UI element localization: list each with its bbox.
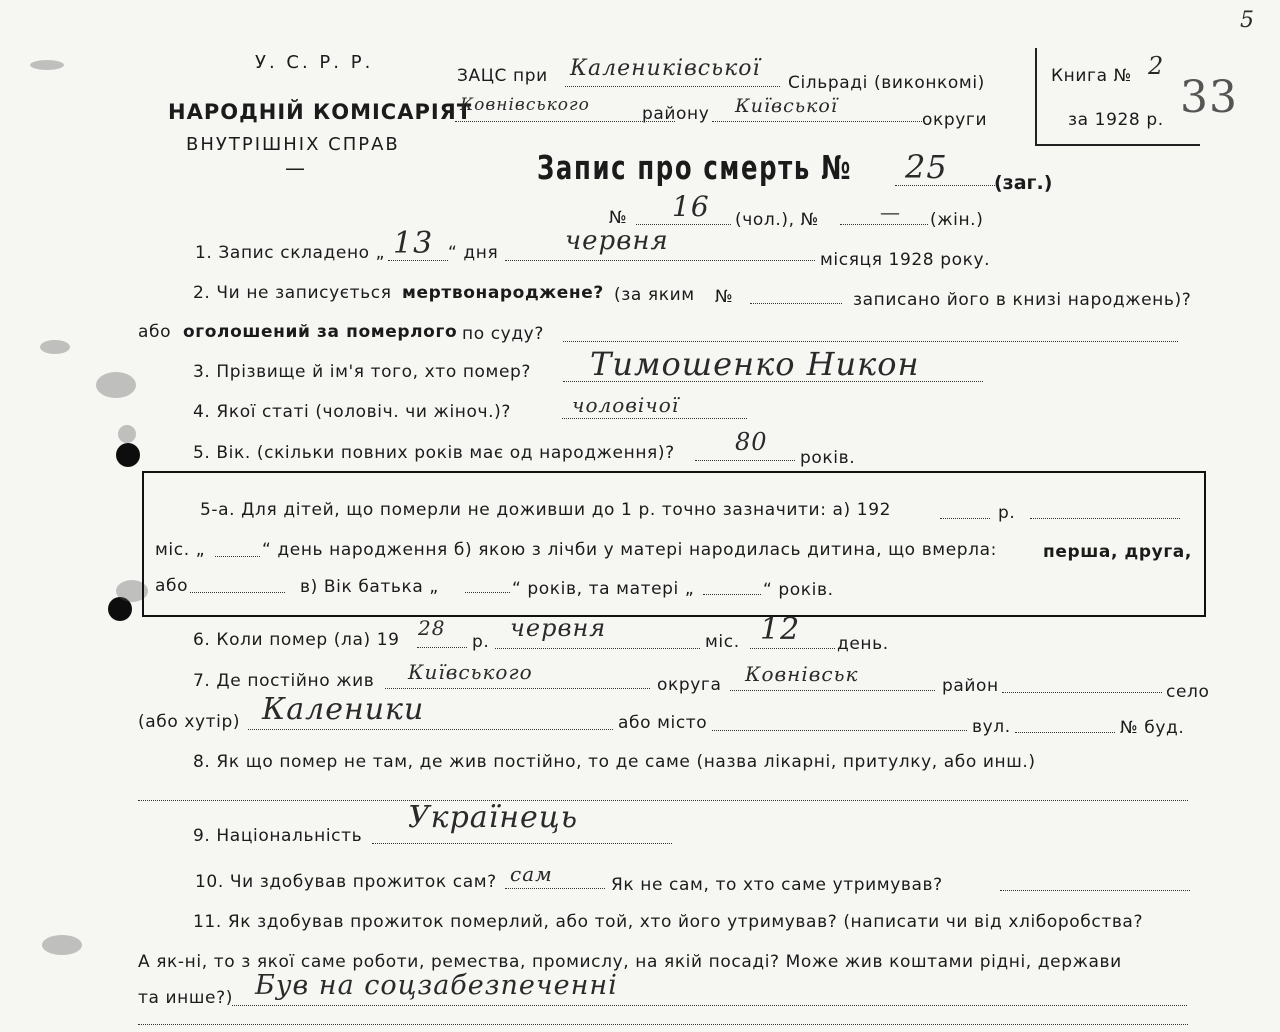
corner-number-handwritten: 33: [1180, 72, 1238, 123]
male-number-handwritten: 16: [672, 190, 710, 223]
item2-or: або: [138, 322, 172, 342]
item2-by-court: по суду?: [462, 324, 544, 344]
record-day-handwritten: 13: [393, 226, 434, 261]
smudge: [96, 372, 136, 398]
item8-label: 8. Як що помер не там, де жив постійно, то де саме (назва лікарні, притулку, або инш.): [193, 752, 1036, 772]
book-box: [1035, 48, 1200, 146]
female-number-handwritten: —: [880, 200, 901, 224]
item11-line2: А як-ні, то з якої саме роботи, ремества, промислу, на якій посаді? Може жив коштами рідні, держави: [138, 952, 1122, 972]
item7-label: 7. Де постійно жив: [193, 671, 375, 691]
item6-month: міс.: [705, 632, 740, 652]
item7-street-label: вул.: [972, 717, 1011, 737]
record-title: Запис про смерть №: [537, 148, 853, 187]
item2-which: (за яким: [614, 285, 695, 305]
item7-district-label: район: [942, 676, 999, 696]
district-handwritten: Ковнівського: [460, 95, 590, 115]
deceased-name-handwritten: Тимошенко Никон: [590, 345, 920, 383]
item5a-month: міс. „: [155, 540, 206, 560]
item5a-year-suffix: р.: [998, 503, 1016, 523]
item1-label: 1. Запис складено „: [195, 243, 386, 263]
record-number-handwritten: 25: [905, 148, 948, 186]
corner-top-handwritten: 5: [1240, 8, 1255, 33]
district-label: району: [642, 104, 710, 124]
item6-year-suffix: р.: [472, 632, 490, 652]
item2-declared-dead: оголошений за померлого: [183, 322, 458, 342]
record-total-label: (заг.): [994, 172, 1053, 194]
item9-label: 9. Національність: [193, 826, 363, 846]
item1-day-word: “ дня: [448, 243, 499, 263]
death-month-handwritten: червня: [510, 614, 607, 642]
department-title: ВНУТРІШНІХ СПРАВ: [186, 134, 400, 155]
death-day-handwritten: 12: [760, 612, 801, 647]
smudge: [30, 60, 64, 70]
item2-label: 2. Чи не записується: [193, 283, 392, 303]
death-year-handwritten: 28: [418, 616, 446, 640]
item5a-line2: “ день народження б) якою з лічби у матері народилась дитина, що вмерла:: [262, 540, 997, 560]
item5-years: років.: [800, 448, 856, 468]
item7-house-label: № буд.: [1120, 718, 1185, 738]
record-no-label: №: [609, 208, 628, 228]
region-label: округи: [922, 110, 988, 130]
record-month-handwritten: червня: [565, 226, 669, 256]
book-year: за 1928 р.: [1068, 110, 1164, 130]
village-council-handwritten: Калениківської: [570, 56, 761, 81]
punch-hole-top: [116, 443, 140, 467]
zags-prefix: ЗАЦС при: [457, 66, 548, 86]
region-handwritten: Київської: [735, 95, 838, 117]
item6-label: 6. Коли помер (ла) 19: [193, 630, 400, 650]
book-number-handwritten: 2: [1148, 52, 1165, 80]
book-label: Книга №: [1051, 66, 1132, 86]
age-handwritten: 80: [735, 428, 768, 456]
item3-label: 3. Прізвище й ім'я того, хто помер?: [193, 362, 532, 382]
occupation-handwritten: Був на соцзабезпеченні: [255, 970, 618, 1001]
item5a-father-age: в) Вік батька „: [300, 577, 439, 597]
smudge: [42, 935, 82, 955]
residence-district-handwritten: Ковнівськ: [745, 662, 859, 686]
nationality-handwritten: Українець: [408, 800, 579, 835]
item7-region-label: округа: [657, 675, 722, 695]
item4-label: 4. Якої статі (чоловіч. чи жіноч.)?: [193, 402, 512, 422]
item7-hamlet-label: (або хутір): [138, 712, 241, 732]
item11-line1: 11. Як здобував прожиток померлий, або той, хто його утримував? (написати чи від хліборобства?: [193, 912, 1144, 932]
item5a-line1: 5-а. Для дітей, що померли не доживши до 1 р. точно зазначити: а) 192: [200, 500, 892, 520]
item1-month-year: місяця 1928 року.: [820, 250, 991, 270]
commissariat-title: НАРОДНІЙ КОМІСАРІЯТ: [168, 100, 473, 124]
sex-handwritten: чоловічої: [572, 393, 680, 417]
item10-label: 10. Чи здобував прожиток сам?: [195, 872, 497, 892]
male-label: (чол.), №: [735, 210, 819, 230]
item7-city-label: або місто: [618, 713, 708, 733]
item5a-mother-age: “ років, та матері „: [512, 579, 695, 599]
republic-label: У. С. Р. Р.: [255, 52, 374, 73]
header-dash: —: [285, 156, 305, 180]
smudge: [40, 340, 70, 354]
item2-stillborn: мертвонароджене?: [402, 283, 604, 303]
item10-support: Як не сам, то хто саме утримував?: [611, 875, 943, 895]
item7-village-label: село: [1166, 682, 1210, 702]
zags-suffix: Сільраді (виконкомі): [788, 73, 985, 93]
item2-no: №: [715, 287, 734, 307]
item5a-order: перша, друга,: [1043, 542, 1192, 562]
residence-region-handwritten: Київського: [408, 660, 533, 684]
female-label: (жін.): [930, 210, 984, 230]
item5-label: 5. Вік. (скільки повних років має од народження)?: [193, 443, 675, 463]
item5a-or: або: [155, 576, 189, 596]
item5a-years: “ років.: [763, 580, 834, 600]
item11-line3: та инше?): [138, 988, 233, 1008]
smudge: [118, 425, 136, 443]
residence-village-handwritten: Каленики: [262, 692, 425, 727]
item6-day: день.: [837, 634, 889, 654]
self-supporting-handwritten: сам: [510, 862, 553, 886]
item2-recorded: записано його в книзі народжень)?: [853, 290, 1192, 310]
